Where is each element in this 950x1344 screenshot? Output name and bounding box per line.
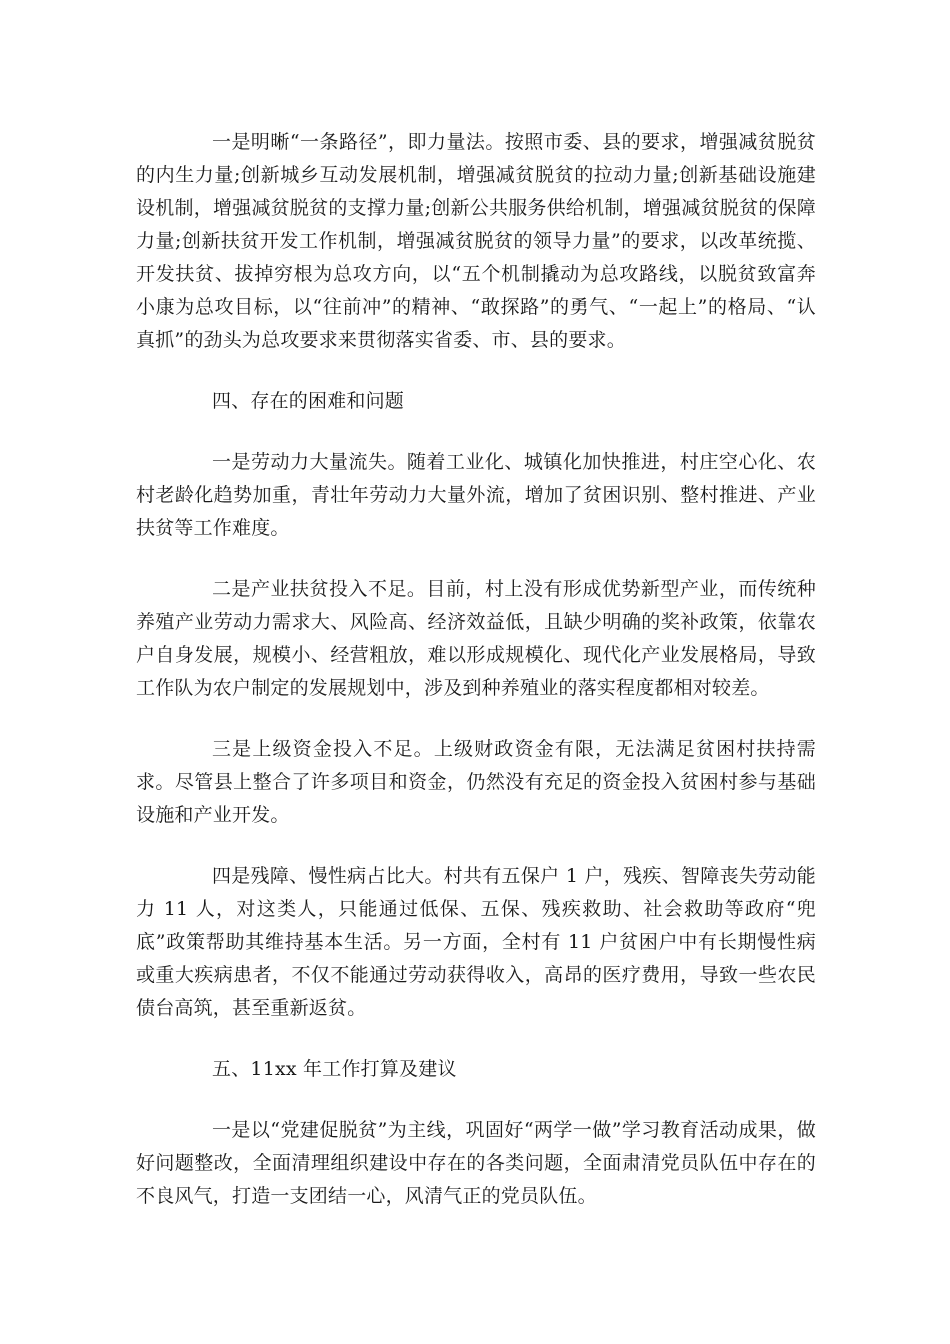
- paragraph-industry-investment: 二是产业扶贫投入不足。目前，村上没有形成优势新型产业，而传统种养殖产业劳动力需求大、风险高、经济效益低，且缺少明确的奖补政策，依靠农户自身发展，规模小、经营粗放，难以形成规模化、现代化产业发展格局，导致工作队为农户制定的发展规划中，涉及到种养殖业的落实程度都相对较差。: [136, 578, 816, 699]
- paragraph-party-building: 一是以“党建促脱贫”为主线，巩固好“两学一做”学习教育活动成果，做好问题整改，全面清理组织建设中存在的各类问题，全面肃清党员队伍中存在的不良风气，打造一支团结一心，风清气正的党员队伍。: [136, 1119, 816, 1207]
- document-body: [136, 126, 816, 1241]
- section-heading-work-plan: 五、11xx 年工作打算及建议: [212, 1058, 457, 1080]
- paragraph-funding-shortage: 三是上级资金投入不足。上级财政资金有限，无法满足贫困村扶持需求。尽管县上整合了许多项目和资金，仍然没有充足的资金投入贫困村参与基础设施和产业开发。: [136, 738, 816, 826]
- paragraph-path-strategy: 一是明晰“一条路径”，即力量法。按照市委、县的要求，增强减贫脱贫的内生力量;创新城乡互动发展机制，增强减贫脱贫的拉动力量;创新基础设施建设机制，增强减贫脱贫的支撑力量;创新公共服务供给机制，增强减贫脱贫的保障力量;创新扶贫开发工作机制，增强减贫脱贫的领导力量”的要求，以改革统揽、开发扶贫、拔掉穷根为总攻方向，以“五个机制撬动为总攻路线，以脱贫致富奔小康为总攻目标，以“往前冲”的精神、“敢探路”的勇气、“一起上”的格局、“认真抓”的劲头为总攻要求来贯彻落实省委、市、县的要求。: [136, 131, 816, 351]
- section-heading-difficulties: 四、存在的困难和问题: [212, 390, 405, 412]
- paragraph-labor-loss: 一是劳动力大量流失。随着工业化、城镇化加快推进，村庄空心化、农村老龄化趋势加重，青壮年劳动力大量外流，增加了贫困识别、整村推进、产业扶贫等工作难度。: [136, 451, 816, 539]
- paragraph-disability-illness: 四是残障、慢性病占比大。村共有五保户 1 户，残疾、智障丧失劳动能力 11 人，对这类人，只能通过低保、五保、残疾救助、社会救助等政府“兜底”政策帮助其维持基本生活。另一方面，全村有 11 户贫困户中有长期慢性病或重大疾病患者，不仅不能通过劳动获得收入，高昂的医疗费用，导致一些农民债台高筑，甚至重新返贫。: [136, 865, 816, 1019]
